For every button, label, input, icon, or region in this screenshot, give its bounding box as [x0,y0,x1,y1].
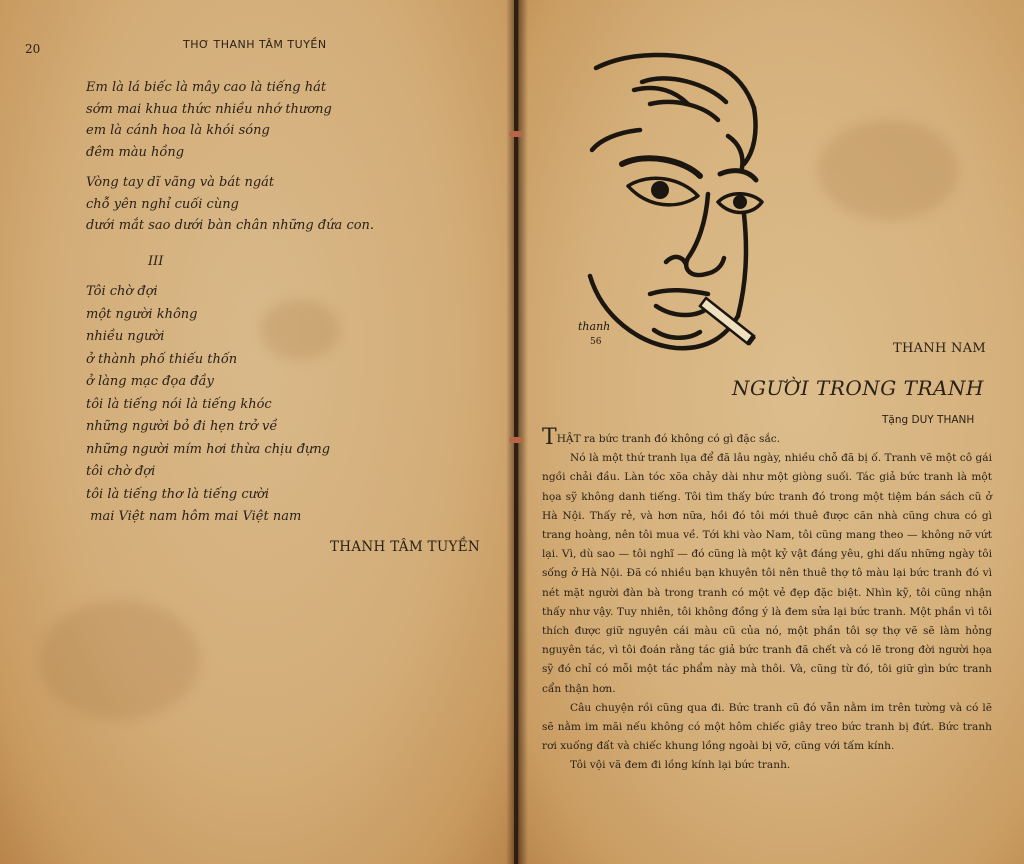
poem-line: dưới mắt sao dưới bàn chân những đứa con. [86,218,375,233]
portrait-sketch [558,44,788,354]
paragraph: Nó là một thứ tranh lụa để đã lâu ngày, nhiều chỗ đã bị ố. Tranh vẽ một cô gái ngồi chải đầu. Làn tóc xõa chảy dài như một giòng suối. Tác giả bức tranh là một họa sỹ không danh tiếng. Tôi tìm thấy bức tranh đó trong một tiệm bán sách cũ ở Hà Nội. Thấy rẻ, và hơn nữa, hồi đó tôi mới thuê được căn nhà cũng chưa có gì trang hoàng, nên tôi mua về. Tới khi vào Nam, tôi cũng mang theo — không nỡ vứt lại. Vì, dù sao — tôi nghĩ — đó cũng là một kỷ vật đáng yêu, ghi dấu những ngày tôi sống ở Hà Nội. Đã có nhiều bạn khuyên tôi nên thuê thợ tô màu lại bức tranh đó vì nét mặt người đàn bà trong tranh có một vẻ đẹp đặc biệt. Nhìn kỹ, tôi cũng nhận thấy như vậy. Tuy nhiên, tôi không đồng ý là đem sửa lại bức tranh. Một phần vì tôi thích được giữ nguyên cái màu cũ của nó, một phần tôi sợ thợ vẽ sẽ làm hỏng nguyên tác, vì tôi đoán rằng tác giả bức tranh đã chết và có lẽ trong đời người họa sỹ đó chỉ có mỗi một tác phẩm này mà thôi. Và, cũng từ đó, tôi giữ gìn bức tranh cẩn thận hơn. [542,452,992,695]
poem-line: Vòng tay dĩ vãng và bát ngát [86,175,275,190]
paragraph: Câu chuyện rồi cũng qua đi. Bức tranh cũ đó vẫn nằm im trên tường và có lẽ sẽ nằm im mãi nếu không có một hôm chiếc giây treo bức tranh bị đứt. Bức tranh rơi xuống đất và chiếc khung lồng ngoài bị vỡ, cũng với tấm kính. [542,701,992,753]
poem-line: tôi chờ đợi [86,464,156,479]
story-title: NGƯỜI TRONG TRANH [732,376,984,400]
poem-line: Tôi chờ đợi [86,284,158,299]
section-number: III [148,254,164,269]
poem-line: một người không [86,306,198,322]
poem-line: tôi là tiếng thơ là tiếng cười [86,486,270,502]
binding-thread [509,131,523,137]
poem-line: những người mím hơi thừa chịu đựng [86,441,331,457]
poem-line: nhiều người [86,329,165,344]
poem-line: đêm màu hồng [86,144,185,160]
poem-line: sớm mai khua thức nhiều nhớ thương [86,101,332,117]
right-page [518,0,1024,864]
poem-line: mai Việt nam hôm mai Việt nam [86,509,302,524]
running-head: THƠ THANH TÂM TUYỀN [183,38,327,51]
poem-stanza-1 [86,77,332,163]
story-body [542,425,992,776]
poem-line: ở làng mạc đọa đầy [86,374,214,389]
book-gutter [506,0,528,864]
poem-line: tôi là tiếng nói là tiếng khóc [86,396,272,412]
poem-line: em là cánh hoa là khói sóng [86,123,270,138]
poem-line: chỗ yên nghỉ cuối cùng [86,196,239,212]
paper-stain [40,600,200,720]
binding-thread [509,437,523,443]
paragraph: Tôi vội vã đem đi lồng kính lại bức tranh. [570,759,791,772]
artist-signature: thanh [578,320,611,333]
artist-year: 56 [590,337,602,347]
poem-stanza-2 [86,172,374,237]
paper-stain [818,120,958,220]
poem-line: những người bỏ đi hẹn trở về [86,419,278,434]
poem-line: ở thành phố thiếu thốn [86,351,238,367]
poem-stanza-3 [86,281,330,529]
paragraph [542,425,992,450]
paragraph-text: HẬT ra bức tranh đó không có gì đặc sắc. [556,433,781,445]
dedication: Tặng DUY THANH [882,414,975,426]
poem-line: Em là lá biếc là mây cao là tiếng hát [86,80,327,95]
poem-signature: THANH TÂM TUYỀN [330,539,480,555]
page-number: 20 [25,42,41,56]
story-author: THANH NAM [893,341,987,356]
drop-cap: T [542,425,557,450]
